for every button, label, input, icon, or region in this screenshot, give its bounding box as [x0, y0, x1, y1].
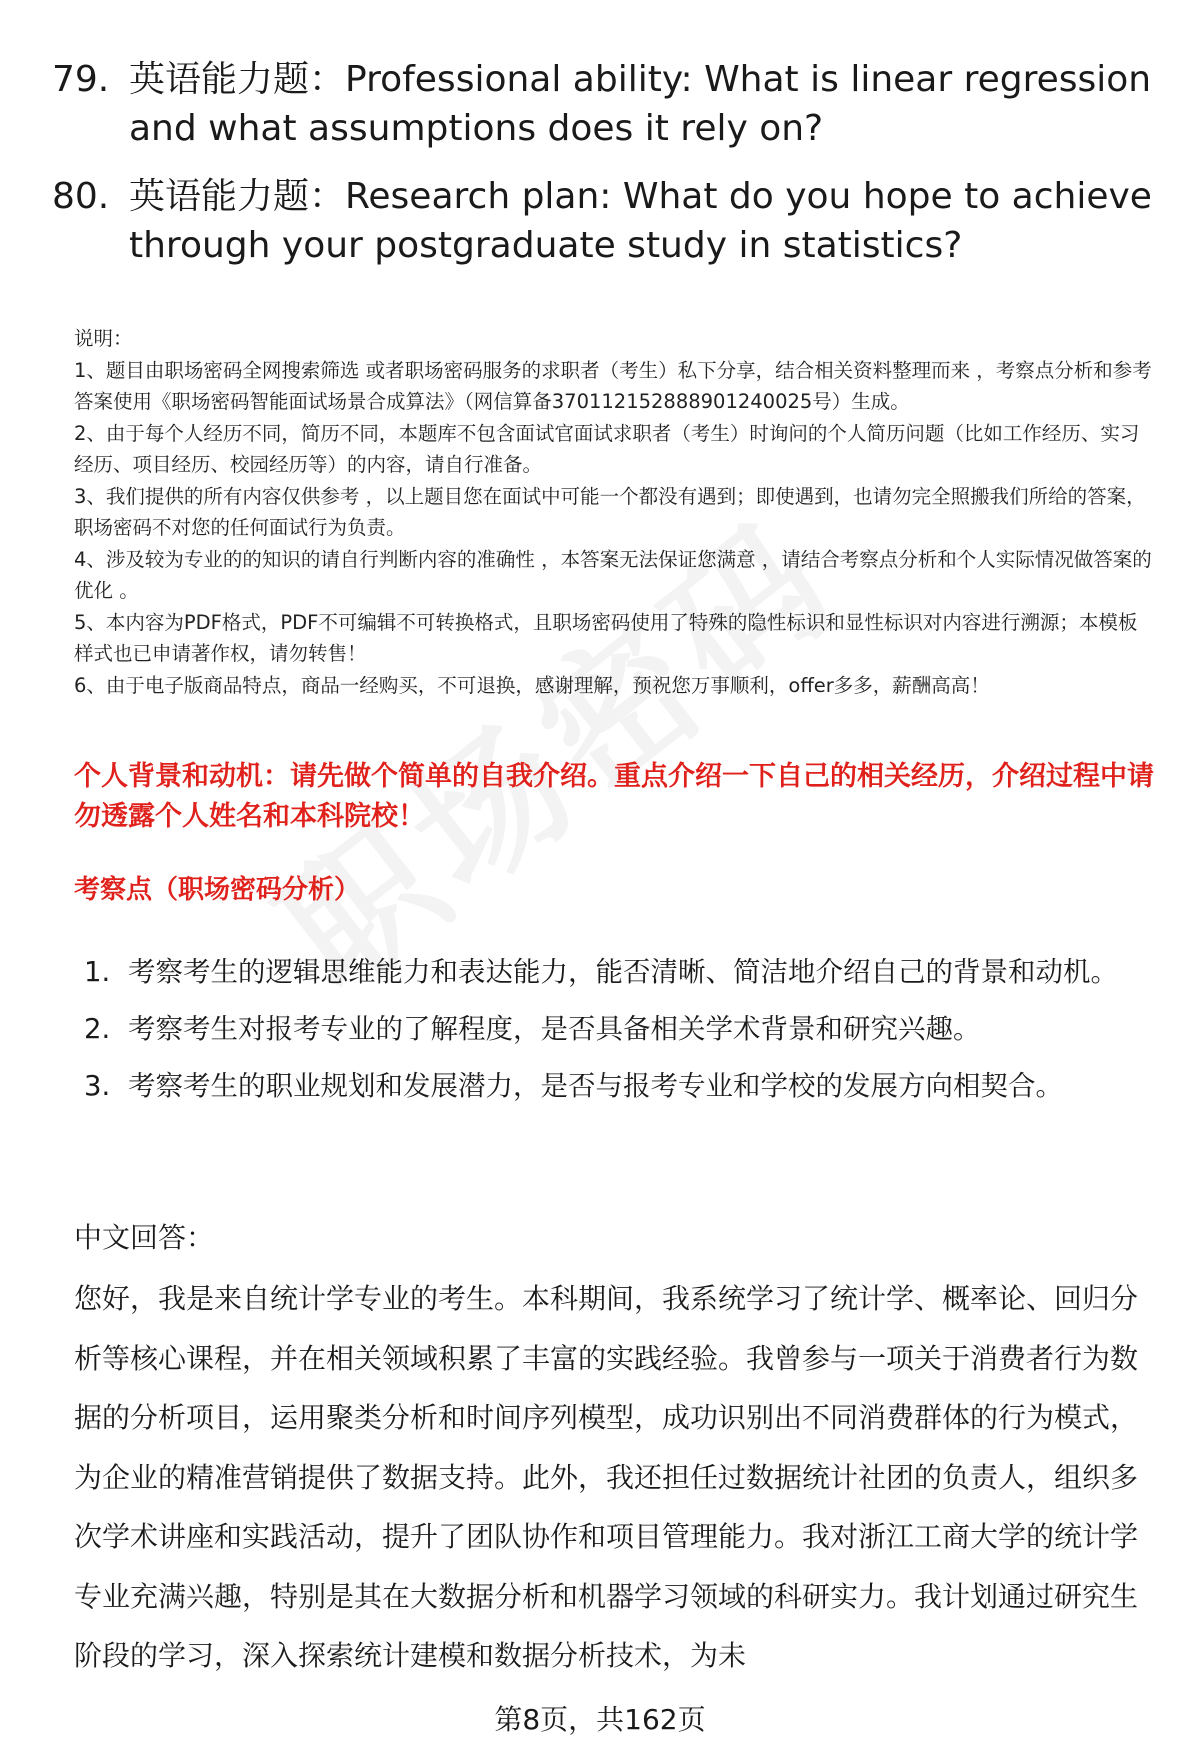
analysis-point — [84, 944, 1164, 1001]
analysis-heading: 考察点（职场密码分析） — [74, 875, 361, 905]
analysis-point — [84, 1001, 1164, 1058]
note-item: 2、由于每个人经历不同，简历不同，本题库不包含面试官面试求职者（考生）时询问的个人简历问题（比如工作经历、实习经历、项目经历、校园经历等）的内容，请自行准备。 — [74, 421, 1140, 476]
question-number: 79. — [52, 59, 110, 100]
note-item: 6、由于电子版商品特点，商品一经购买，不可退换，感谢理解，预祝您万事顺利，offer多多，薪酬高高！ — [74, 673, 990, 697]
note-item: 4、涉及较为专业的的知识的请自行判断内容的准确性 ，本答案无法保证您满意 ，请结合考察点分析和个人实际情况做答案的优化 。 — [74, 547, 1152, 602]
page-footer: 第8页，共162页 — [494, 1703, 706, 1736]
analysis-points — [84, 944, 1164, 1115]
question-80 — [52, 172, 1152, 270]
section-title: 个人背景和动机：请先做个简单的自我介绍。重点介绍一下自己的相关经历，介绍过程中请勿透露个人姓名和本科院校！ — [74, 761, 1154, 832]
note-item: 1、题目由职场密码全网搜索筛选 或者职场密码服务的求职者（考生）私下分享，结合相关资料整理而来 ，考察点分析和参考答案使用《职场密码智能面试场景合成算法》（网信算备370112152888901240025号）生成。 — [74, 358, 1152, 413]
question-number: 80. — [52, 176, 110, 217]
analysis-point — [84, 1058, 1164, 1115]
note-item: 5、本内容为PDF格式，PDF不可编辑不可转换格式，且职场密码使用了特殊的隐性标识和显性标识对内容进行溯源；本模板样式也已申请著作权，请勿转售！ — [74, 610, 1138, 665]
note-item: 3、我们提供的所有内容仅供参考 ，以上题目您在面试中可能一个都没有遇到；即使遇到，也请勿完全照搬我们所给的答案，职场密码不对您的任何面试行为负责。 — [74, 484, 1146, 539]
notes-block — [74, 323, 1154, 701]
point-text: 考察考生对报考专业的了解程度，是否具备相关学术背景和研究兴趣。 — [128, 1013, 981, 1045]
question-text: 英语能力题：Professional ability: What is linear regression and what assumptions does it rely on? — [129, 59, 1152, 149]
question-text: 英语能力题：Research plan: What do you hope to achieve through your postgraduate study in statistics? — [129, 176, 1152, 266]
notes-heading: 说明： — [74, 327, 133, 350]
point-number: 1. — [84, 956, 111, 988]
point-number: 2. — [84, 1013, 111, 1045]
point-text: 考察考生的职业规划和发展潜力，是否与报考专业和学校的发展方向相契合。 — [128, 1070, 1063, 1102]
answer-heading: 中文回答： — [74, 1221, 215, 1254]
question-79 — [52, 55, 1152, 153]
point-text: 考察考生的逻辑思维能力和表达能力，能否清晰、简洁地介绍自己的背景和动机。 — [128, 956, 1118, 988]
answer-text: 您好，我是来自统计学专业的考生。本科期间，我系统学习了统计学、概率论、回归分析等核心课程，并在相关领域积累了丰富的实践经验。我曾参与一项关于消费者行为数据的分析项目，运用聚类分析和时间序列模型，成功识别出不同消费群体的行为模式，为企业的精准营销提供了数据支持。此外，我还担任过数据统计社团的负责人，组织多次学术讲座和实践活动，提升了团队协作和项目管理能力。我对浙江工商大学的统计学专业充满兴趣，特别是其在大数据分析和机器学习领域的科研实力。我计划通过研究生阶段的学习，深入探索统计建模和数据分析技术，为未 — [74, 1282, 1139, 1672]
point-number: 3. — [84, 1070, 111, 1102]
